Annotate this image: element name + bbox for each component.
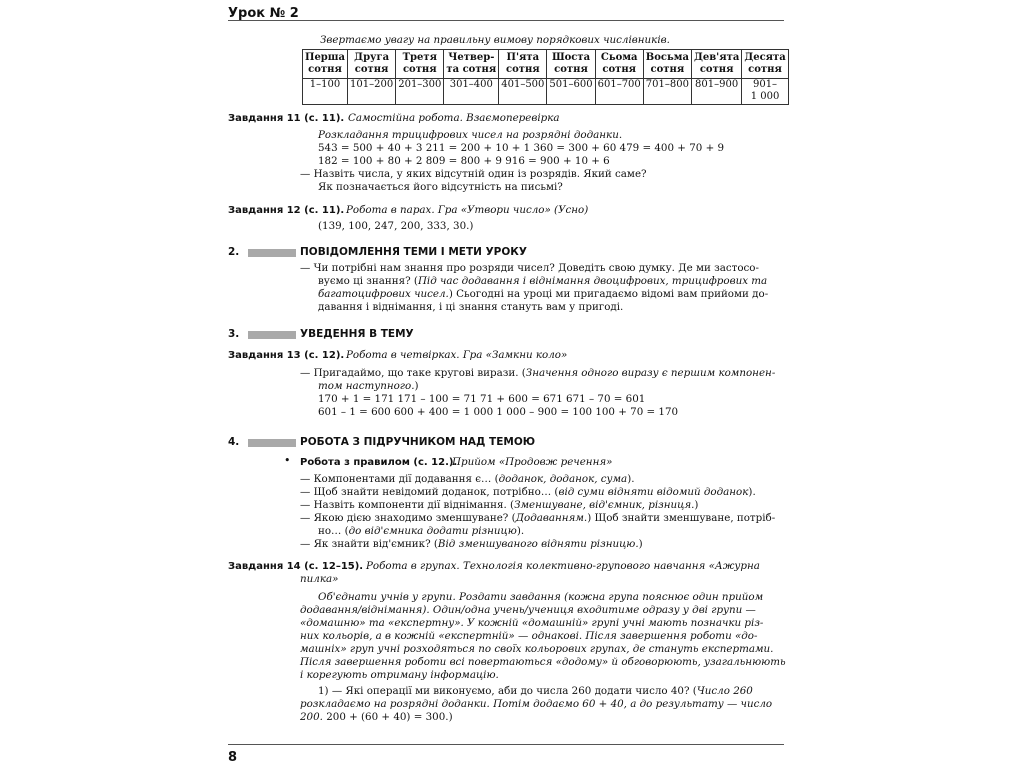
page-number: 8 (228, 750, 238, 765)
section-number: 2. (228, 246, 240, 258)
task-14-paragraph-line: Об'єднати учнів у групи. Роздати завдання (кожна група пояснює один прийом (318, 591, 764, 603)
task-12-title: Робота в парах. Гра «Утвори число» (Усно) (346, 204, 589, 216)
table-header-cell: Четвер- та сотня (444, 50, 499, 79)
table-header-row (303, 50, 789, 79)
section-title: РОБОТА З ПІДРУЧНИКОМ НАД ТЕМОЮ (300, 436, 536, 448)
table-cell: 501–600 (547, 79, 595, 105)
task-12-label: Завдання 12 (с. 11). (228, 205, 345, 216)
section-2-text: багатоцифрових чисел.) Сьогодні на уроці ми пригадаємо відомі вам прийоми до- (318, 288, 769, 300)
task-14-question: 1) — Які операції ми виконуємо, аби до числа 260 додати число 40? (Число 260 (318, 685, 753, 697)
rule-title: Прийом «Продовж речення» (452, 456, 613, 468)
table-cell: 601–700 (595, 79, 643, 105)
table-header-cell: Шоста сотня (547, 50, 595, 79)
task-14-paragraph-line: додавання/віднімання). Один/одна учень/учениця входитиме одразу у дві групи — (300, 604, 756, 616)
lesson-title: Урок № 2 (228, 6, 299, 21)
rule-item: — Назвіть компоненти дії віднімання. (Зменшуване, від'ємник, різниця.) (300, 499, 699, 511)
table-header-cell: Друга сотня (348, 50, 396, 79)
task-11-title: Самостійна робота. Взаємоперевірка (348, 112, 560, 124)
bullet-icon: • (284, 454, 291, 467)
task-14-paragraph-line: і корегують отриману інформацію. (300, 669, 499, 681)
table-header-cell: Восьма сотня (643, 50, 691, 79)
section-2-text: вуємо ці знання? (Під час додавання і віднімання двоцифрових, трицифрових та (318, 275, 768, 287)
table-cell: 401–500 (499, 79, 547, 105)
rule-item: — Якою дією знаходимо зменшуване? (Додаванням.) Щоб знайти зменшуване, потріб- (300, 512, 776, 524)
section-title: УВЕДЕННЯ В ТЕМУ (300, 328, 414, 340)
rule-label: Робота з правилом (с. 12.). (300, 457, 458, 468)
task-14-label: Завдання 14 (с. 12–15). (228, 561, 364, 572)
section-2-text: давання і віднімання, і ці знання стануть вам у пригоді. (318, 301, 624, 313)
task-14-question: розкладаємо на розрядні доданки. Потім додаємо 60 + 40, а до результату — число (300, 698, 773, 710)
task-14-title: пилка» (300, 573, 339, 585)
task-13-expression-line: 170 + 1 = 171 171 – 100 = 71 71 + 600 = 671 671 – 70 = 601 (318, 393, 646, 405)
task-14-paragraph-line: Після завершення роботи всі повертаються «додому» й обговорюють, узагальнюють (300, 656, 786, 668)
ordinal-hundreds-table (302, 49, 789, 105)
task-14-paragraph-line: машніх» груп учні розходяться по своїх кольорових групах, де стануть експертами. (300, 643, 774, 655)
task-11-label: Завдання 11 (с. 11). (228, 113, 345, 124)
section-bar (248, 249, 296, 257)
table-header-cell: П'ята сотня (499, 50, 547, 79)
table-cell: 101–200 (348, 79, 396, 105)
task-11-expression-line: 543 = 500 + 40 + 3 211 = 200 + 10 + 1 360 = 300 + 60 479 = 400 + 70 + 9 (318, 142, 725, 154)
rule-item: — Щоб знайти невідомий доданок, потрібно… (від суми відняти відомий доданок). (300, 486, 756, 498)
task-13-expression-line: 601 – 1 = 600 600 + 400 = 1 000 1 000 – 900 = 100 100 + 70 = 170 (318, 406, 679, 418)
table-header-cell: Десята сотня (742, 50, 788, 79)
task-13-text: — Пригадаймо, що таке кругові вирази. (Значення одного виразу є першим компонен- (300, 367, 776, 379)
task-14-paragraph-line: «домашню» та «експертну». У кожній «домашній» групі учні мають позначки різ- (300, 617, 764, 629)
task-13-title: Робота в четвірках. Гра «Замкни коло» (346, 349, 568, 361)
table-cell: 1–100 (303, 79, 348, 105)
table-value-row (303, 79, 789, 105)
table-cell: 901– 1 000 (742, 79, 788, 105)
table-cell: 301–400 (444, 79, 499, 105)
rule-item: но… (до від'ємника додати різницю). (318, 525, 525, 537)
page-header (228, 2, 784, 21)
intro-text: Звертаємо увагу на правильну вимову порядкових числівників. (320, 34, 670, 46)
task-11-question: — Назвіть числа, у яких відсутній один із розрядів. Який саме? (300, 168, 647, 180)
table-header-cell: Сьома сотня (595, 50, 643, 79)
task-13-text: том наступного.) (318, 380, 419, 392)
task-11-question: Як позначається його відсутність на письмі? (318, 181, 563, 193)
table-cell: 201–300 (396, 79, 444, 105)
table-header-cell: Третя сотня (396, 50, 444, 79)
task-14-title: Робота в групах. Технологія колективно-групового навчання «Ажурна (366, 560, 760, 572)
table-cell: 701–800 (643, 79, 691, 105)
section-2-text: — Чи потрібні нам знання про розряди чисел? Доведіть свою думку. Де ми застосо- (300, 262, 759, 274)
table-cell: 801–900 (691, 79, 741, 105)
rule-item: — Компонентами дії додавання є… (доданок, доданок, сума). (300, 473, 635, 485)
task-14-paragraph-line: них кольорів, а в кожній «експертній» — однакові. Після завершення роботи «до- (300, 630, 758, 642)
section-number: 4. (228, 436, 240, 448)
table-header-cell: Перша сотня (303, 50, 348, 79)
task-13-label: Завдання 13 (с. 12). (228, 350, 345, 361)
footer-divider (228, 744, 784, 745)
section-number: 3. (228, 328, 240, 340)
task-11-expression-line: 182 = 100 + 80 + 2 809 = 800 + 9 916 = 900 + 10 + 6 (318, 155, 610, 167)
section-title: ПОВІДОМЛЕННЯ ТЕМИ І МЕТИ УРОКУ (300, 246, 527, 258)
section-bar (248, 331, 296, 339)
task-11-subtitle: Розкладання трицифрових чисел на розрядні доданки. (318, 129, 623, 141)
section-bar (248, 439, 296, 447)
task-12-numbers: (139, 100, 247, 200, 333, 30.) (318, 220, 474, 232)
task-14-question: 200. 200 + (60 + 40) = 300.) (300, 711, 453, 723)
table-header-cell: Дев'ята сотня (691, 50, 741, 79)
rule-item: — Як знайти від'ємник? (Від зменшуваного відняти різницю.) (300, 538, 643, 550)
